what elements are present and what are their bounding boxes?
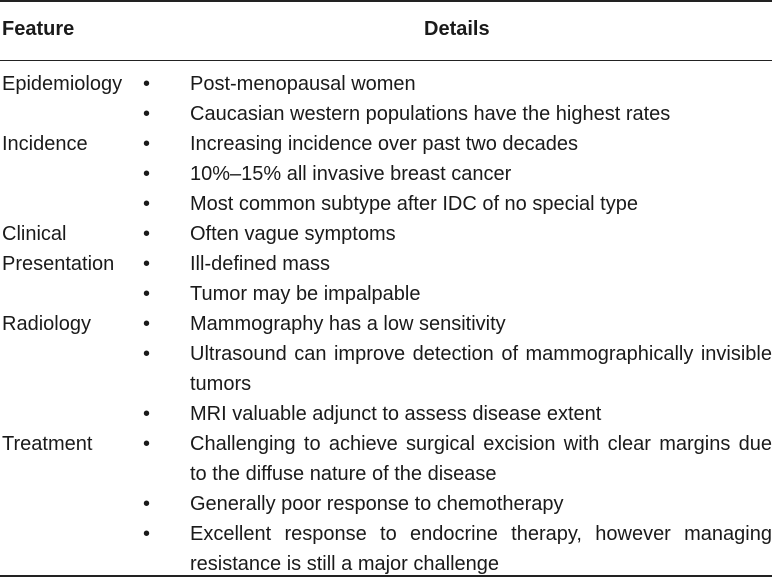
detail-item: Ill-defined mass xyxy=(190,253,331,275)
detail-item: Mammography has a low sensitivity xyxy=(190,313,506,335)
detail-item: Caucasian western populations have the highest rates xyxy=(190,103,671,125)
detail-item: Generally poor response to chemotherapy xyxy=(190,493,564,515)
bullet: • xyxy=(143,223,151,245)
detail-item: 10%–15% all invasive breast cancer xyxy=(190,163,512,185)
bullet: • xyxy=(143,343,151,365)
feature-radiology: Radiology xyxy=(2,313,91,335)
bullet: • xyxy=(143,313,151,335)
header-feature: Feature xyxy=(2,18,75,40)
bullet: • xyxy=(143,133,151,155)
detail-item: Post-menopausal women xyxy=(190,73,416,95)
bullet: • xyxy=(143,193,151,215)
bullet: • xyxy=(143,253,151,275)
table-top-rule xyxy=(0,0,772,2)
detail-item: Increasing incidence over past two decades xyxy=(190,133,579,155)
bullet: • xyxy=(143,73,151,95)
feature-treatment: Treatment xyxy=(2,433,93,455)
detail-item: Most common subtype after IDC of no special type xyxy=(190,193,638,215)
bullet: • xyxy=(143,283,151,305)
bullet: • xyxy=(143,163,151,185)
bullet: • xyxy=(143,433,151,455)
feature-epidemiology: Epidemiology xyxy=(2,73,123,95)
detail-item: MRI valuable adjunct to assess disease extent xyxy=(190,403,602,425)
feature-incidence: Incidence xyxy=(2,133,88,155)
detail-item: Tumor may be impalpable xyxy=(190,283,421,305)
bullet: • xyxy=(143,403,151,425)
feature-presentation: Presentation xyxy=(2,253,115,275)
detail-item: Ultrasound can improve detection of mammographically invisible tumors xyxy=(190,343,772,395)
bullet: • xyxy=(143,493,151,515)
feature-clinical: Clinical xyxy=(2,223,67,245)
header-details: Details xyxy=(424,18,490,40)
bullet: • xyxy=(143,523,151,545)
bullet: • xyxy=(143,103,151,125)
detail-item: Excellent response to endocrine therapy, however managing resistance is still a major challenge xyxy=(190,523,772,575)
detail-item: Challenging to achieve surgical excision with clear margins due to the diffuse nature of the disease xyxy=(190,433,772,485)
header-rule xyxy=(0,60,772,61)
detail-item: Often vague symptoms xyxy=(190,223,396,245)
